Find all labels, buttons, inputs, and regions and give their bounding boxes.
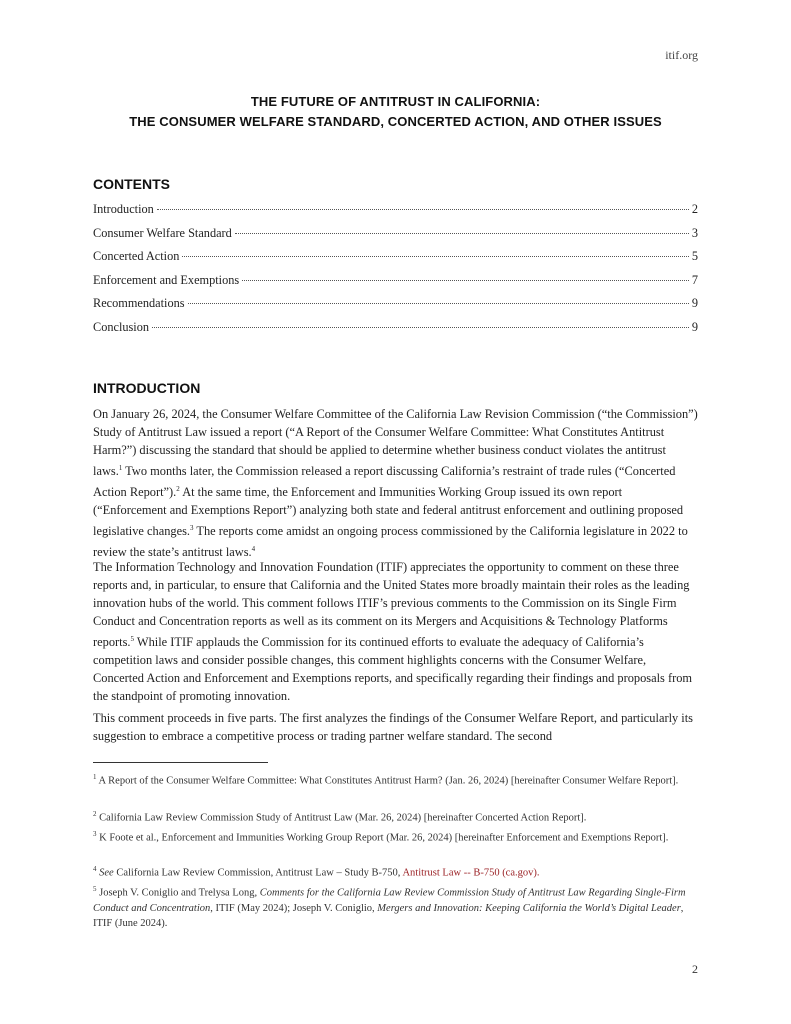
toc-page: 9 bbox=[691, 319, 698, 334]
intro-paragraph-2 bbox=[93, 558, 698, 705]
footnote-1 bbox=[93, 770, 698, 789]
toc-label: Concerted Action bbox=[93, 249, 180, 263]
footnote-text: , ITIF (May 2024); Joseph V. Coniglio, bbox=[210, 902, 378, 914]
footnote-see: See bbox=[99, 867, 114, 879]
toc-page: 5 bbox=[691, 249, 698, 263]
toc-label: Introduction bbox=[93, 202, 154, 216]
toc-item-enforcement[interactable] bbox=[93, 273, 698, 297]
footnote-text: , ITIF (June 2024). bbox=[93, 902, 684, 929]
footnote-ref[interactable]: 1 bbox=[118, 464, 123, 472]
introduction-heading: INTRODUCTION bbox=[93, 380, 201, 396]
toc-item-introduction[interactable] bbox=[93, 202, 698, 226]
toc-page: 3 bbox=[691, 225, 698, 240]
paragraph-text: Two months later, the Commission released a report discussing California’s restraint of trade rules (“Concerted Action Report”). bbox=[93, 464, 676, 500]
footnote-ref[interactable]: 3 bbox=[190, 524, 194, 533]
table-of-contents bbox=[93, 202, 698, 343]
paragraph-text: While ITIF applauds the Commission for its continued efforts to evaluate the adequacy of California’s competition laws and consider possible changes, this comment highlights concerns with the Consumer Welfare, Concerted Action and Enforcement and Exemptions reports, and specifically regarding their findings and proposals from the standpoint of promoting innovation. bbox=[93, 635, 693, 704]
footnote-number: 1 bbox=[93, 773, 97, 781]
toc-item-recommendations[interactable] bbox=[93, 296, 698, 320]
paragraph-text: The Information Technology and Innovation Foundation (ITIF) appreciates the opportunity to comment on these three reports and, in particular, to ensure that California and the United States more broadly maintain their roles as the leading innovation hubs of the world. This comment follows ITIF’s previous comments to the Commission on its Single Firm Conduct and Concentration reports as well as its comment on its Mergers and Acquisitions & Technology Platforms reports. bbox=[93, 560, 690, 650]
paragraph-text: At the same time, the Enforcement and Immunities Working Group issued its own report (“Enforcement and Exemptions Report”) analyzing both state and federal antitrust enforcement and outlining proposed legislative changes. bbox=[93, 485, 684, 539]
footnote-text: California Law Review Commission, Antitrust Law – Study B-750, bbox=[113, 867, 403, 879]
toc-item-conclusion[interactable] bbox=[93, 320, 698, 344]
toc-page: 9 bbox=[691, 296, 698, 310]
toc-item-concerted-action[interactable] bbox=[93, 249, 698, 273]
footnote-text: K Foote et al., Enforcement and Immunities Working Group Report (Mar. 26, 2024) [hereinafter Enforcement and Exemptions Report]. bbox=[96, 832, 669, 844]
footnote-number: 3 bbox=[93, 830, 97, 838]
paragraph-text: The reports come amidst an ongoing process commissioned by the California legislature in 2022 to review the state’s antitrust laws. bbox=[93, 524, 688, 560]
footnote-number: 2 bbox=[93, 810, 97, 818]
toc-label: Recommendations bbox=[93, 296, 185, 310]
footnote-text: A Report of the Consumer Welfare Committee: What Constitutes Antitrust Harm? (Jan. 26, 2024) [hereinafter Consumer Welfare Report]. bbox=[96, 775, 679, 787]
contents-heading: CONTENTS bbox=[93, 176, 170, 192]
toc-leader bbox=[152, 327, 689, 328]
footnote-3 bbox=[93, 827, 698, 846]
paragraph-text: On January 26, 2024, the Consumer Welfare Committee of the California Law Revision Commission (“the Commission”) Study of Antitrust Law issued a report (“A Report of the Consumer Welfare Committee: What Constitutes Antitrust Harm?”) discussing the standard that should be applied to determine whether business conduct violates the antitrust laws. bbox=[93, 407, 698, 479]
footnote-ref[interactable]: 4 bbox=[251, 545, 256, 554]
toc-leader bbox=[188, 303, 689, 304]
footnote-ref[interactable]: 2 bbox=[176, 485, 180, 494]
footnote-link[interactable]: Antitrust Law -- B-750 (ca.gov). bbox=[402, 867, 540, 879]
toc-leader bbox=[242, 280, 689, 281]
intro-paragraph-1 bbox=[93, 405, 698, 562]
toc-leader bbox=[157, 209, 689, 210]
footnote-text: Joseph V. Coniglio and Trelysa Long, bbox=[96, 887, 260, 899]
footnote-ref[interactable]: 5 bbox=[130, 635, 135, 643]
footnote-number: 5 bbox=[93, 885, 97, 893]
footnote-4 bbox=[93, 862, 698, 881]
footnote-5 bbox=[93, 882, 698, 931]
toc-item-consumer-welfare[interactable] bbox=[93, 226, 698, 250]
page-number: 2 bbox=[692, 962, 698, 976]
toc-label: Conclusion bbox=[93, 319, 150, 334]
toc-leader bbox=[235, 233, 689, 234]
title-line-2: THE CONSUMER WELFARE STANDARD, CONCERTED ACTION, AND OTHER ISSUES bbox=[129, 114, 662, 129]
footnote-separator bbox=[93, 762, 268, 763]
toc-leader bbox=[182, 256, 688, 257]
toc-label: Consumer Welfare Standard bbox=[93, 225, 232, 240]
footnote-text: California Law Review Commission Study of Antitrust Law (Mar. 26, 2024) [hereinafter Concerted Action Report]. bbox=[96, 812, 587, 824]
toc-page: 7 bbox=[691, 272, 698, 287]
footnote-2 bbox=[93, 807, 698, 826]
toc-label: Enforcement and Exemptions bbox=[93, 272, 240, 287]
site-url: itif.org bbox=[665, 48, 698, 62]
toc-page: 2 bbox=[691, 202, 698, 216]
title-line-1: THE FUTURE OF ANTITRUST IN CALIFORNIA: bbox=[250, 94, 541, 109]
document-title bbox=[93, 92, 698, 132]
footnote-title: Comments for the California Law Review Commission Study of Antitrust Law Regarding Single-Firm Conduct and Concentration bbox=[93, 887, 686, 914]
footnote-title: Mergers and Innovation: Keeping California the World’s Digital Leader bbox=[377, 902, 681, 914]
intro-paragraph-3: This comment proceeds in five parts. The first analyzes the findings of the Consumer Welfare Report, and particularly its suggestion to embrace a competitive process or trading partner welfare standard. The second bbox=[93, 711, 694, 743]
footnote-number: 4 bbox=[93, 865, 97, 873]
